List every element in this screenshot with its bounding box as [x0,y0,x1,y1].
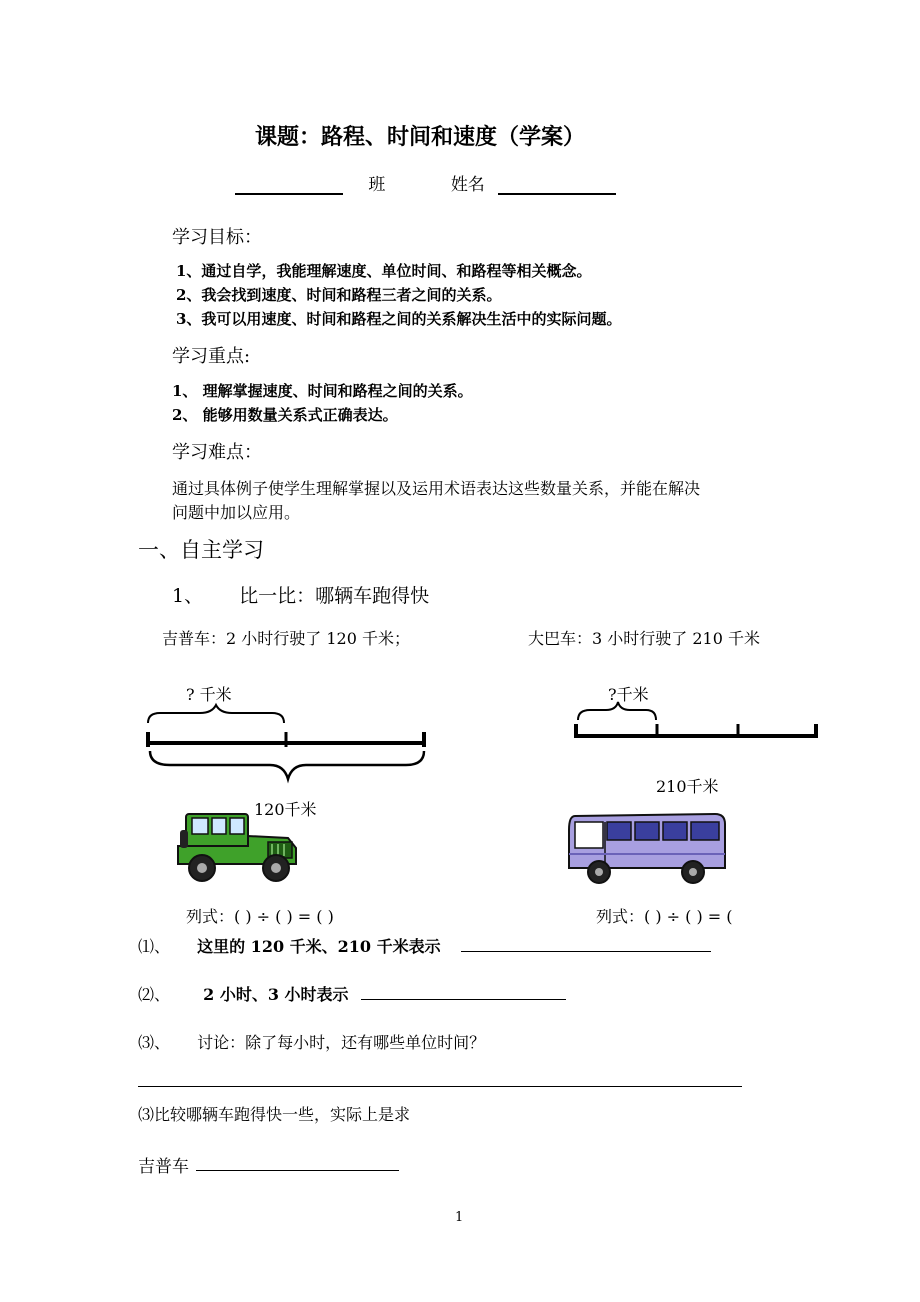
question-1 [172,581,429,608]
sub-question-1 [138,934,441,957]
jeep-description: 吉普车：2 小时行驶了 120 千米； [162,629,410,648]
sub-question-3-text: 讨论：除了每小时，还有哪些单位时间？ [197,1033,486,1052]
jeep-formula: 列式：( ) ÷ ( ) = ( ) [186,907,334,926]
objective-item: 2、我会找到速度、时间和路程三者之间的关系。 [176,286,502,304]
sub-question-1-text: 这里的 120 千米、210 千米表示 [197,937,441,956]
question-1-number: 1、 [172,585,204,607]
bus-unknown-label: ?千米 [608,685,649,704]
bus-description: 大巴车：3 小时行驶了 210 千米 [528,629,760,648]
question-1-text: 比一比：哪辆车跑得快 [239,585,430,607]
difficulty-line: 通过具体例子使学生理解掌握以及运用术语表达这些数量关系，并能在解决 [172,479,701,498]
objective-item: 3、我可以用速度、时间和路程之间的关系解决生活中的实际问题。 [176,310,622,328]
sub-question-1-number: ⑴、 [138,937,171,956]
jeep-answer-label: 吉普车 [138,1157,189,1177]
keypoint-item: 1、 理解掌握速度、时间和路程之间的关系。 [172,382,473,400]
bus-total-label: 210千米 [656,777,719,796]
class-label: 班 [368,175,386,195]
page-number: 1 [455,1210,464,1225]
name-label: 姓名 [450,175,485,195]
jeep-unknown-label: ? 千米 [186,685,232,704]
objectives-heading: 学习目标： [172,227,262,248]
sub-question-2-text: 2 小时、3 小时表示 [203,985,349,1004]
class-name-row [235,170,616,195]
sub-question-3 [138,1030,485,1053]
sub-question-4: ⑶比较哪辆车跑得快一些，实际上是求 [138,1105,411,1124]
difficulty-heading: 学习难点： [172,442,262,463]
answer-line-3[interactable] [138,1086,742,1087]
name-blank[interactable] [498,171,616,195]
class-blank[interactable] [235,171,343,195]
jeep-answer-line[interactable] [196,1170,399,1171]
jeep-segment-diagram [140,705,440,785]
answer-line-1[interactable] [461,951,711,952]
objective-item: 1、通过自学，我能理解速度、单位时间、和路程等相关概念。 [176,262,592,280]
bus-formula: 列式：( ) ÷ ( ) = ( [596,907,733,926]
section-heading: 一、自主学习 [138,538,264,562]
page-title: 课题：路程、时间和速度（学案） [255,124,586,150]
sub-question-3-number: ⑶、 [138,1033,171,1052]
keypoints-heading: 学习重点: [172,346,251,367]
bus-segment-diagram [570,700,830,750]
answer-line-2[interactable] [361,999,566,1000]
keypoint-item: 2、 能够用数量关系式正确表达。 [172,406,398,424]
jeep-total-label: 120千米 [254,800,317,819]
bus-image [565,808,731,888]
sub-question-2 [138,982,349,1005]
sub-question-2-number: ⑵、 [138,985,171,1004]
jeep-image [172,806,302,886]
difficulty-line: 问题中加以应用。 [172,503,301,522]
